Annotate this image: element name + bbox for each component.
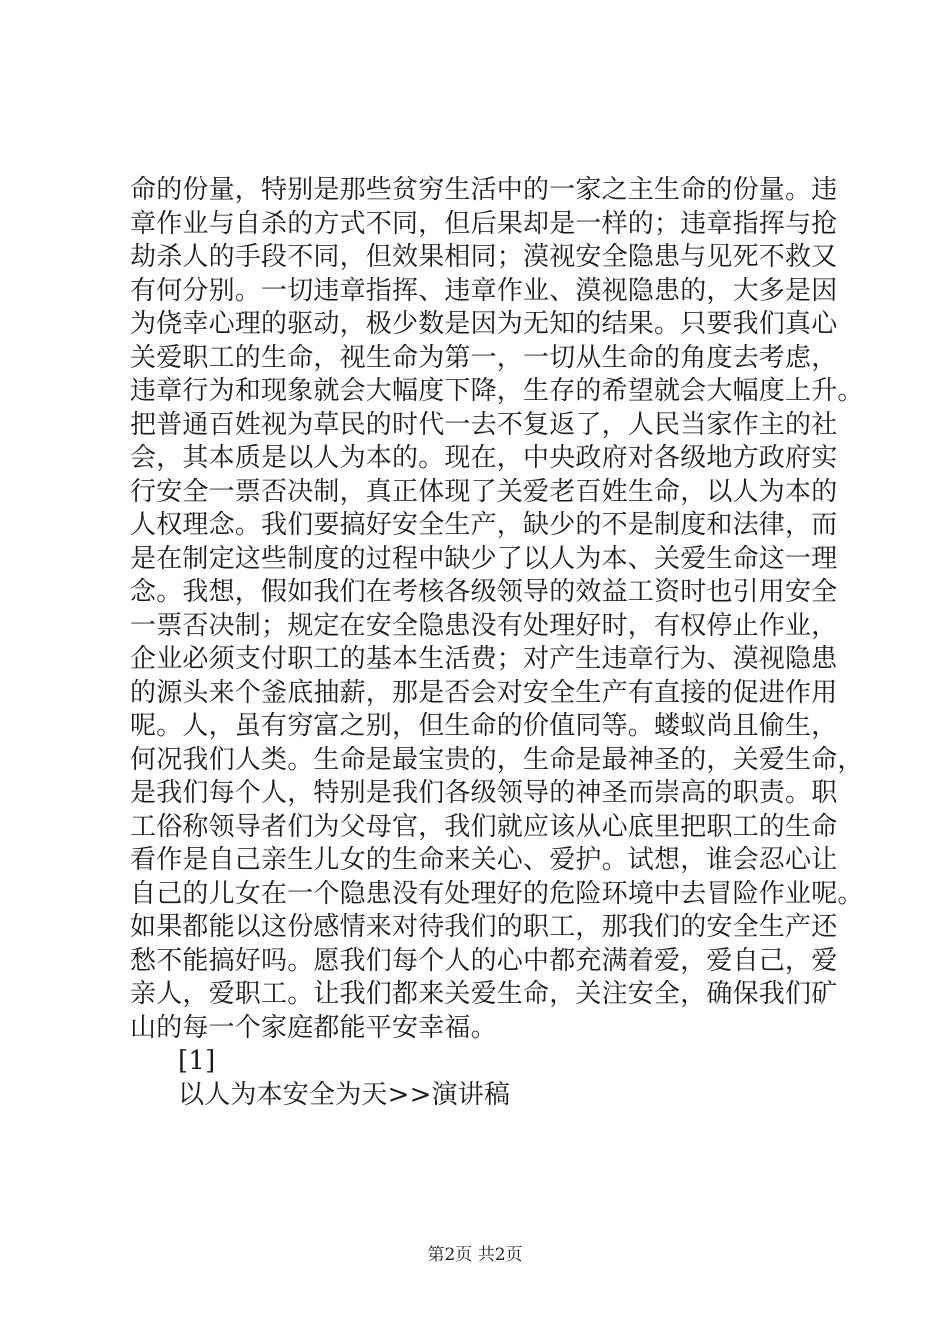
paragraph-line: 会，其本质是以人为本的。现在，中央政府对各级地方政府实 <box>130 443 838 473</box>
body-text <box>130 174 864 1112</box>
paragraph-line: 章作业与自杀的方式不同，但后果却是一样的；违章指挥与抢 <box>130 208 838 239</box>
paragraph-line: 企业必须支付职工的基本生活费；对产生违章行为、漠视隐患 <box>130 644 838 674</box>
paragraph-line: 有何分别。一切违章指挥、违章作业、漠视隐患的，大多是因 <box>130 275 838 306</box>
page-number-footer: 第2页 共2页 <box>427 1245 523 1265</box>
paragraph-line: 关爱职工的生命，视生命为第一，一切从生命的角度去考虑， <box>130 342 838 373</box>
reference-marker[interactable]: [1] <box>178 1046 216 1076</box>
paragraph-line: 工俗称领导者们为父母官，我们就应该从心底里把职工的生命 <box>130 811 838 842</box>
paragraph-line: 看作是自己亲生儿女的生命来关心、爱护。试想，谁会忍心让 <box>130 845 838 875</box>
paragraph-line: 山的每一个家庭都能平安幸福。 <box>130 1012 497 1043</box>
paragraph-line: 是我们每个人，特别是我们各级领导的神圣而崇高的职责。职 <box>130 778 838 808</box>
paragraph-line: 把普通百姓视为草民的时代一去不复返了，人民当家作主的社 <box>130 409 838 440</box>
paragraph-line: 行安全一票否决制，真正体现了关爱老百姓生命，以人为本的 <box>130 476 838 507</box>
paragraph-line: 念。我想，假如我们在考核各级领导的效益工资时也引用安全 <box>130 577 838 607</box>
paragraph-line: 愁不能搞好吗。愿我们每个人的心中都充满着爱，爱自己，爱 <box>130 945 838 976</box>
paragraph-line: 为侥幸心理的驱动，极少数是因为无知的结果。只要我们真心 <box>130 309 838 339</box>
paragraph-line: 是在制定这些制度的过程中缺少了以人为本、关爱生命这一理 <box>130 543 838 574</box>
paragraph-line: 的源头来个釜底抽薪，那是否会对安全生产有直接的促进作用 <box>130 677 838 708</box>
paragraph-line: 劫杀人的手段不同，但效果相同；漠视安全隐患与见死不救又 <box>130 242 838 272</box>
paragraph-line: 自己的儿女在一个隐患没有处理好的危险环境中去冒险作业呢。 <box>130 878 864 909</box>
related-article-link[interactable]: 以人为本安全为天>>演讲稿 <box>178 1079 511 1110</box>
paragraph-line: 一票否决制；规定在安全隐患没有处理好时，有权停止作业， <box>130 610 838 641</box>
paragraph-line: 何况我们人类。生命是最宝贵的，生命是最神圣的，关爱生命， <box>130 744 864 775</box>
paragraph-line: 命的份量，特别是那些贫穷生活中的一家之主生命的份量。违 <box>130 175 838 205</box>
paragraph-line: 呢。人，虽有穷富之别，但生命的价值同等。蝼蚁尚且偷生， <box>130 711 838 741</box>
paragraph-line: 违章行为和现象就会大幅度下降，生存的希望就会大幅度上升。 <box>130 376 864 406</box>
paragraph-line: 如果都能以这份感情来对待我们的职工，那我们的安全生产还 <box>130 912 838 942</box>
paragraph-line: 亲人，爱职工。让我们都来关爱生命，关注安全，确保我们矿 <box>130 979 838 1009</box>
paragraph-line: 人权理念。我们要搞好安全生产，缺少的不是制度和法律，而 <box>130 510 838 540</box>
